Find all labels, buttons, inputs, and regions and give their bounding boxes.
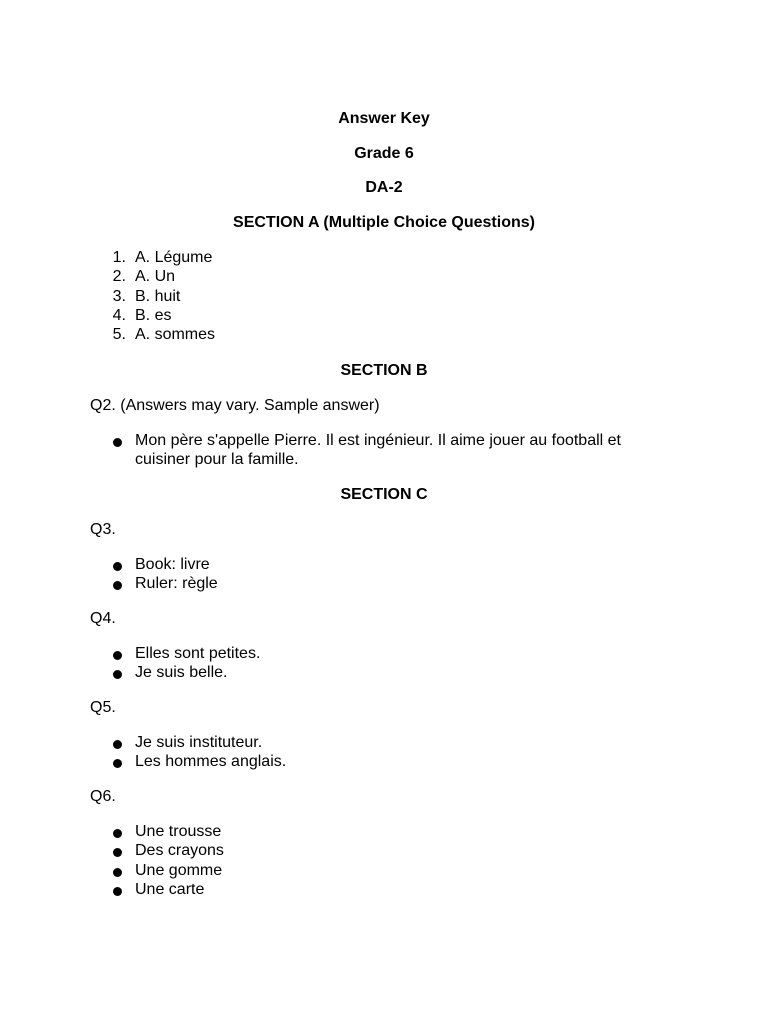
q2-answer-list bbox=[90, 431, 670, 470]
list-item bbox=[90, 574, 670, 593]
bullet-icon bbox=[113, 438, 122, 447]
list-item bbox=[90, 267, 670, 286]
section-c-heading: SECTION C bbox=[340, 486, 428, 503]
answer-text: A. Légume bbox=[135, 249, 213, 266]
answer-text: Une trousse bbox=[135, 823, 222, 840]
item-number: 2. bbox=[112, 268, 126, 286]
answer-text: Mon père s'appelle Pierre. Il est ingénieur. Il aime jouer au football et cuisiner pour la famille. bbox=[135, 432, 621, 469]
assessment-code: DA-2 bbox=[365, 179, 403, 196]
list-item bbox=[90, 306, 670, 325]
bullet-icon bbox=[113, 670, 122, 679]
q4-label: Q4. bbox=[90, 610, 116, 627]
answer-text: B. es bbox=[135, 306, 172, 324]
q6-answer-list bbox=[90, 822, 670, 899]
list-item bbox=[90, 880, 670, 899]
list-item bbox=[90, 822, 670, 841]
bullet-icon bbox=[113, 887, 122, 896]
list-item bbox=[90, 555, 670, 574]
item-number: 5. bbox=[112, 326, 126, 344]
list-item bbox=[90, 733, 670, 752]
list-item bbox=[90, 861, 670, 880]
list-item bbox=[90, 431, 670, 470]
answer-text: Une carte bbox=[135, 880, 205, 898]
answer-text: Elles sont petites. bbox=[135, 645, 261, 662]
bullet-icon bbox=[113, 651, 122, 660]
list-item bbox=[90, 752, 670, 771]
grade-heading: Grade 6 bbox=[354, 145, 414, 162]
q6-label: Q6. bbox=[90, 788, 116, 805]
bullet-icon bbox=[113, 562, 122, 571]
document-title: Answer Key bbox=[338, 110, 430, 127]
item-number: 3. bbox=[112, 287, 126, 305]
bullet-icon bbox=[113, 581, 122, 590]
answer-text: Ruler: règle bbox=[135, 575, 218, 593]
q4-answer-list bbox=[90, 644, 670, 683]
answer-text: B. huit bbox=[135, 287, 181, 305]
bullet-icon bbox=[113, 848, 122, 857]
answer-text: Les hommes anglais. bbox=[135, 753, 287, 771]
item-number: 1. bbox=[112, 249, 126, 266]
bullet-icon bbox=[113, 740, 122, 749]
answer-text: Je suis instituteur. bbox=[135, 734, 263, 751]
bullet-icon bbox=[113, 829, 122, 838]
list-item bbox=[90, 287, 670, 306]
list-item bbox=[90, 663, 670, 682]
list-item bbox=[90, 841, 670, 860]
answer-text: Je suis belle. bbox=[135, 664, 228, 682]
item-number: 4. bbox=[112, 306, 126, 324]
q5-answer-list bbox=[90, 733, 670, 772]
list-item bbox=[90, 248, 670, 267]
bullet-icon bbox=[113, 868, 122, 877]
section-a-answer-list bbox=[90, 248, 670, 344]
answer-text: Une gomme bbox=[135, 861, 223, 879]
list-item bbox=[90, 644, 670, 663]
answer-text: A. sommes bbox=[135, 326, 216, 344]
bullet-icon bbox=[113, 759, 122, 768]
q3-answer-list bbox=[90, 555, 670, 594]
q2-label: Q2. (Answers may vary. Sample answer) bbox=[90, 397, 380, 414]
q3-label: Q3. bbox=[90, 521, 116, 538]
answer-text: A. Un bbox=[135, 268, 176, 286]
section-b-heading: SECTION B bbox=[340, 362, 428, 379]
answer-text: Book: livre bbox=[135, 556, 210, 573]
section-a-heading: SECTION A (Multiple Choice Questions) bbox=[233, 214, 535, 231]
list-item bbox=[90, 325, 670, 344]
q5-label: Q5. bbox=[90, 699, 116, 716]
answer-text: Des crayons bbox=[135, 842, 224, 860]
